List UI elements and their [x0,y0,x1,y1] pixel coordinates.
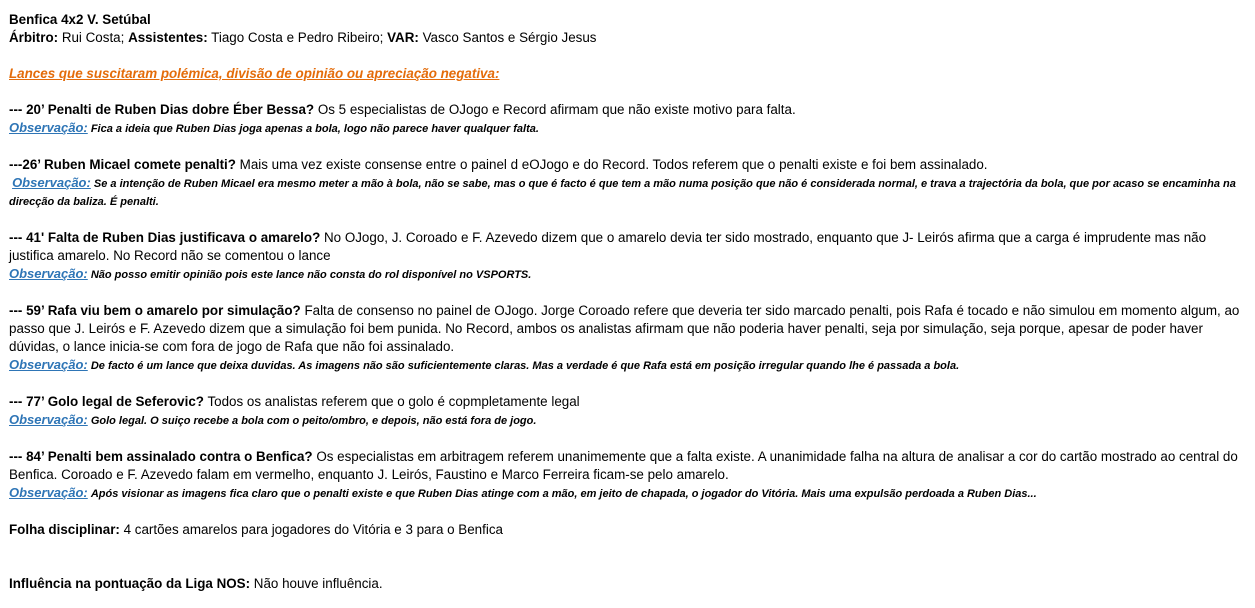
incident-text: Falta de consenso no painel de OJogo. Jorge Coroado refere que deveria ter sido marcado penalti, pois Rafa é tocado e não simulou em momento algum, ao passo que J. Leirós e F. Azevedo dizem que a simulação foi bem punida. No Record, ambos os analistas afirmam que não poderia haver penalti, seja por simulação, seja porque, apesar de poder haver dúvidas, o lance inicia-se com fora de jogo de Rafa que não foi assinalado. [9,303,1240,354]
assistants-label: Assistentes: [128,30,208,45]
observation-label: Observação: [9,357,88,372]
incident-item [9,156,1251,211]
influence-line [9,575,1251,593]
disciplinary-line [9,521,1251,539]
observation-text: Golo legal. O suiço recebe a bola com o peito/ombro, e depois, não está fora de jogo. [90,415,537,427]
observation-label: Observação: [9,266,88,281]
document-body [9,11,1251,593]
influence-label: Influência na pontuação da Liga NOS: [9,576,251,591]
incident-text: Todos os analistas referem que o golo é copmpletamente legal [203,394,580,409]
disciplinary-label: Folha disciplinar: [9,522,120,537]
var-names: Vasco Santos e Sérgio Jesus [418,30,597,45]
incident-title: --- 41' Falta de Ruben Dias justificava o amarelo? [9,230,321,245]
observation-label: Observação: [12,175,91,190]
var-label: VAR: [387,30,419,45]
match-title: Benfica 4x2 V. Setúbal [9,12,151,27]
incident-item [9,229,1251,284]
section-heading: Lances que suscitaram polémica, divisão de opinião ou apreciação negativa: [9,66,500,81]
observation-label: Observação: [9,485,88,500]
observation-label: Observação: [9,120,88,135]
incident-text: No OJogo, J. Coroado e F. Azevedo dizem que o amarelo devia ter sido mostrado, enquanto que J- Leirós afirma que a carga é imprudente mas não justifica amarelo. No Record não se comentou o lance [9,230,1207,263]
incident-title: --- 84’ Penalti bem assinalado contra o Benfica? [9,449,313,464]
incident-text: Os especialistas em arbitragem referem unanimemente que a falta existe. A unanimidade falha na altura de analisar a cor do cartão mostrado ao central do Benfica. Coroado e F. Azevedo falam em vermelho, enquanto J. Leirós, Faustino e Marco Ferreira ficam-se pelo amarelo. [9,449,1238,482]
incident-item [9,302,1251,375]
officials-line [9,29,1251,47]
observation-text: Se a intenção de Ruben Micael era mesmo meter a mão à bola, não se sabe, mas o que é facto é que tem a mão numa posição que não é considerada normal, e trava a trajectória da bola, que por acaso se encaminha na direcção da baliza. É penalti. [9,178,1236,208]
assistants-names: Tiago Costa e Pedro Ribeiro; [207,30,388,45]
incident-title: --- 59’ Rafa viu bem o amarelo por simulação? [9,303,301,318]
incident-text: Os 5 especialistas de OJogo e Record afirmam que não existe motivo para falta. [314,102,796,117]
observation-text: Fica a ideia que Ruben Dias joga apenas a bola, logo não parece haver qualquer falta. [90,123,539,135]
incident-title: --- 20’ Penalti de Ruben Dias dobre Éber Bessa? [9,102,315,117]
referee-label: Árbitro: [9,30,59,45]
incident-item [9,448,1251,503]
incident-item [9,393,1251,430]
incident-item [9,101,1251,138]
incident-title: --- 77’ Golo legal de Seferovic? [9,394,204,409]
observation-text: Após visionar as imagens fica claro que o penalti existe e que Ruben Dias atinge com a mão, em jeito de chapada, o jogador do Vitória. Mais uma expulsão perdoada a Ruben Dias... [90,488,1037,500]
disciplinary-text: 4 cartões amarelos para jogadores do Vitória e 3 para o Benfica [119,522,503,537]
influence-text: Não houve influência. [250,576,383,591]
incident-text: Mais uma vez existe consense entre o painel d eOJogo e do Record. Todos referem que o penalti existe e foi bem assinalado. [235,157,988,172]
observation-text: De facto é um lance que deixa duvidas. As imagens não são suficientemente claras. Mas a verdade é que Rafa está em posição irregular quando lhe é passada a bola. [90,360,960,372]
observation-label: Observação: [9,412,88,427]
incident-title: ---26’ Ruben Micael comete penalti? [9,157,236,172]
referee-name: Rui Costa; [58,30,129,45]
observation-text: Não posso emitir opinião pois este lance não consta do rol disponível no VSPORTS. [90,269,532,281]
